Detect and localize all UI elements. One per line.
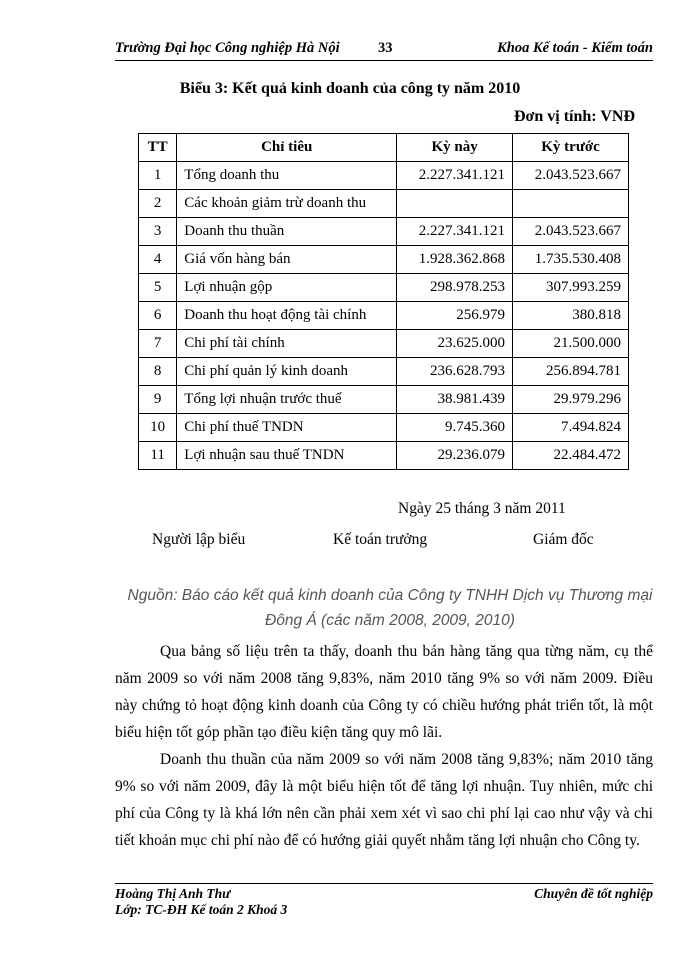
- table-row: [139, 386, 629, 414]
- table-row: [139, 246, 629, 274]
- previous-period-cell: 2.043.523.667: [513, 218, 629, 246]
- table-row: [139, 218, 629, 246]
- current-period-cell: 38.981.439: [397, 386, 513, 414]
- table-header-row: [139, 134, 629, 162]
- row-number-cell: 7: [139, 330, 177, 358]
- column-header-current: Kỳ này: [397, 134, 513, 162]
- item-cell: Tổng doanh thu: [177, 162, 397, 190]
- row-number-cell: 10: [139, 414, 177, 442]
- page-header: [115, 40, 653, 61]
- current-period-cell: 1.928.362.868: [397, 246, 513, 274]
- table-row: [139, 442, 629, 470]
- table-row: [139, 358, 629, 386]
- previous-period-cell: 7.494.824: [513, 414, 629, 442]
- column-header-tt: TT: [139, 134, 177, 162]
- item-cell: Các khoản giảm trừ doanh thu: [177, 190, 397, 218]
- table-row: [139, 162, 629, 190]
- footer-doc-type: Chuyên đề tốt nghiệp: [534, 886, 653, 901]
- row-number-cell: 1: [139, 162, 177, 190]
- header-department: Khoa Kế toán - Kiểm toán: [497, 40, 653, 56]
- previous-period-cell: 256.894.781: [513, 358, 629, 386]
- row-number-cell: 6: [139, 302, 177, 330]
- row-number-cell: 8: [139, 358, 177, 386]
- report-date: Ngày 25 tháng 3 năm 2011: [398, 500, 566, 517]
- current-period-cell: 298.978.253: [397, 274, 513, 302]
- row-number-cell: 3: [139, 218, 177, 246]
- table-row: [139, 414, 629, 442]
- table-body: [139, 162, 629, 470]
- column-header-previous: Kỳ trước: [513, 134, 629, 162]
- item-cell: Doanh thu thuần: [177, 218, 397, 246]
- page-footer: [115, 883, 653, 918]
- unit-label: Đơn vị tính: VNĐ: [513, 108, 635, 125]
- signature-director: Giám đốc: [533, 531, 594, 548]
- current-period-cell: [397, 190, 513, 218]
- signature-chief-accountant: Kế toán trưởng: [333, 531, 428, 548]
- source-note: Nguồn: Báo cáo kết quả kinh doanh của Công ty TNHH Dịch vụ Thương mại Đông Á (các năm 2008, 2009, 2010): [127, 587, 653, 629]
- header-school: Trường Đại học Công nghiệp Hà Nội: [115, 40, 340, 56]
- body-paragraph: Doanh thu thuần của năm 2009 so với năm 2008 tăng 9,83%; năm 2010 tăng 9% so với năm 2009, đây là một biểu hiện tốt để tăng lợi nhuận. Tuy nhiên, mức chi phí của Công ty là khá lớn nên cần phải xem xét vì sao chi phí lại cao như vậy và chi tiết khoản mục chi phí nào để có hướng giải quyết nhằm tăng lợi nhuận cho Công ty.: [115, 751, 653, 849]
- header-page-number: 33: [378, 40, 393, 56]
- table-row: [139, 190, 629, 218]
- previous-period-cell: 29.979.296: [513, 386, 629, 414]
- item-cell: Lợi nhuận sau thuế TNDN: [177, 442, 397, 470]
- row-number-cell: 9: [139, 386, 177, 414]
- previous-period-cell: 22.484.472: [513, 442, 629, 470]
- row-number-cell: 4: [139, 246, 177, 274]
- item-cell: Chi phí quản lý kinh doanh: [177, 358, 397, 386]
- item-cell: Chi phí tài chính: [177, 330, 397, 358]
- current-period-cell: 2.227.341.121: [397, 162, 513, 190]
- table-row: [139, 274, 629, 302]
- previous-period-cell: 2.043.523.667: [513, 162, 629, 190]
- previous-period-cell: 380.818: [513, 302, 629, 330]
- signature-preparer: Người lập biểu: [152, 531, 246, 548]
- current-period-cell: 23.625.000: [397, 330, 513, 358]
- current-period-cell: 256.979: [397, 302, 513, 330]
- item-cell: Tổng lợi nhuận trước thuế: [177, 386, 397, 414]
- row-number-cell: 2: [139, 190, 177, 218]
- table-row: [139, 302, 629, 330]
- footer-class: Lớp: TC-ĐH Kế toán 2 Khoá 3: [115, 902, 288, 917]
- row-number-cell: 5: [139, 274, 177, 302]
- current-period-cell: 2.227.341.121: [397, 218, 513, 246]
- item-cell: Doanh thu hoạt động tài chính: [177, 302, 397, 330]
- previous-period-cell: 21.500.000: [513, 330, 629, 358]
- previous-period-cell: 1.735.530.408: [513, 246, 629, 274]
- table-row: [139, 330, 629, 358]
- item-cell: Chi phí thuế TNDN: [177, 414, 397, 442]
- current-period-cell: 9.745.360: [397, 414, 513, 442]
- item-cell: Giá vốn hàng bán: [177, 246, 397, 274]
- body-paragraph: Qua bảng số liệu trên ta thấy, doanh thu bán hàng tăng qua từng năm, cụ thể năm 2009 so với năm 2008 tăng 9,83%, năm 2010 tăng 9% so với năm 2009. Điều này chứng tỏ hoạt động kinh doanh của Công ty có chiều hướng phát triển tốt, là một biểu hiện tốt góp phần tạo điều kiện tăng quy mô lãi.: [115, 643, 653, 741]
- previous-period-cell: 307.993.259: [513, 274, 629, 302]
- current-period-cell: 29.236.079: [397, 442, 513, 470]
- row-number-cell: 11: [139, 442, 177, 470]
- table-title: Biểu 3: Kết quả kinh doanh của công ty năm 2010: [179, 80, 521, 97]
- business-results-table: [138, 133, 629, 470]
- current-period-cell: 236.628.793: [397, 358, 513, 386]
- column-header-item: Chỉ tiêu: [177, 134, 397, 162]
- item-cell: Lợi nhuận gộp: [177, 274, 397, 302]
- previous-period-cell: [513, 190, 629, 218]
- footer-author: Hoàng Thị Anh Thư: [115, 886, 231, 901]
